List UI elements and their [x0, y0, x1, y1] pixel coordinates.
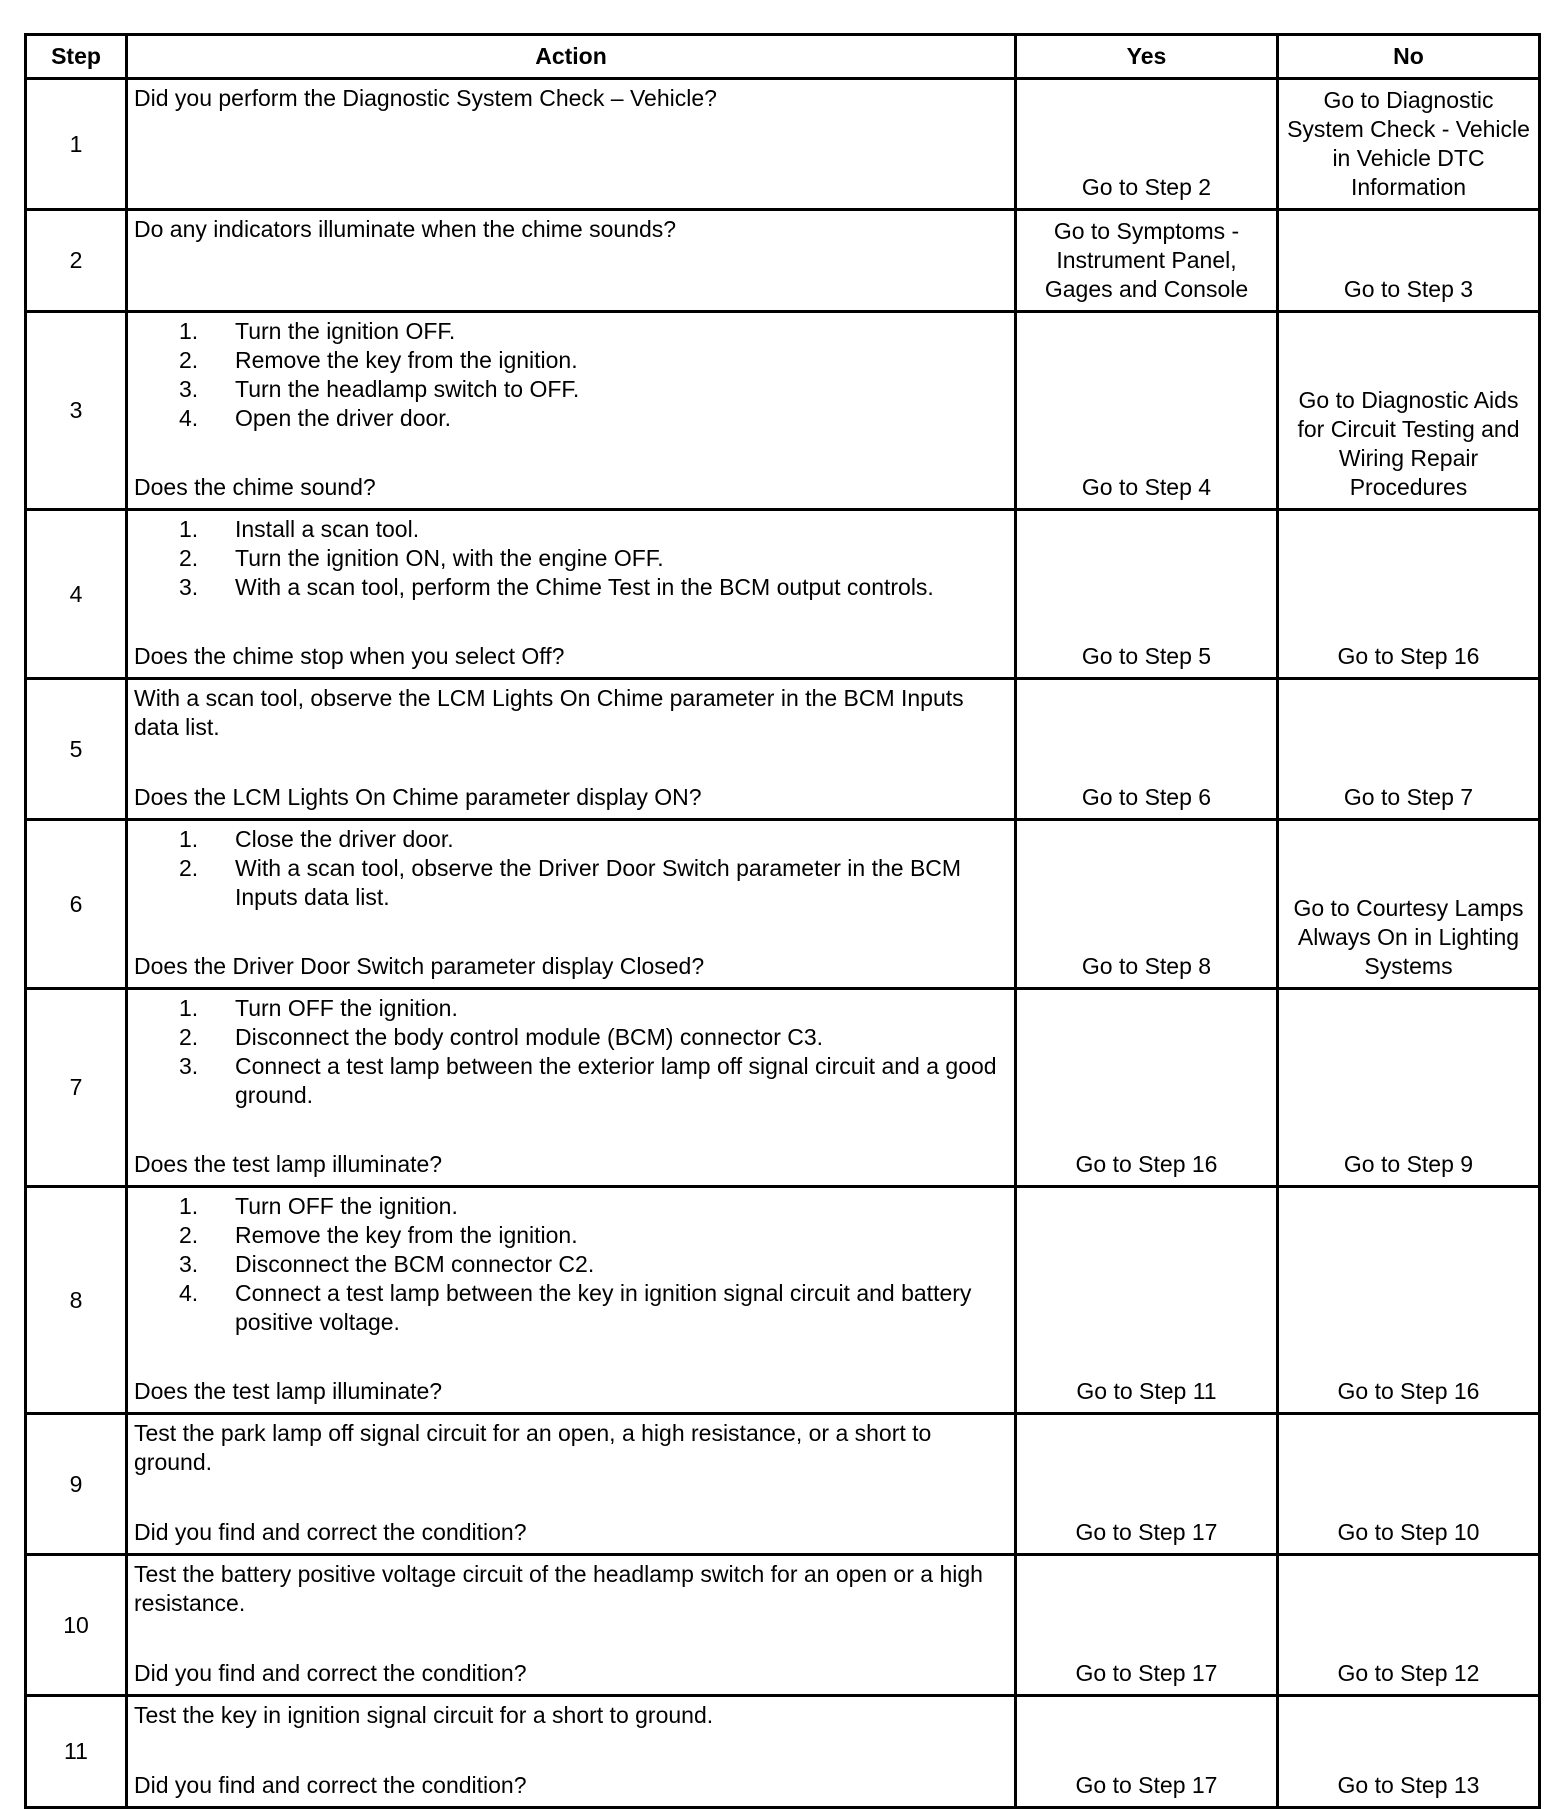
action-step-item: [179, 1279, 1008, 1337]
yes-result: Go to Step 11: [1016, 1187, 1278, 1414]
no-result: Go to Step 13: [1278, 1696, 1540, 1808]
action-step-text: Close the driver door.: [235, 826, 454, 852]
action-cell: [127, 210, 1016, 312]
step-number: 8: [26, 1187, 127, 1414]
action-step-number: 1.: [179, 1193, 199, 1219]
step-number: 4: [26, 510, 127, 679]
action-cell: [127, 679, 1016, 820]
table-row: [26, 312, 1540, 510]
action-step-number: 2.: [179, 347, 199, 373]
action-step-text: Turn OFF the ignition.: [235, 1193, 458, 1219]
action-step-text: Install a scan tool.: [235, 516, 420, 542]
header-row: [26, 35, 1540, 79]
action-steps-list: [134, 515, 1008, 602]
action-text: Did you perform the Diagnostic System Check – Vehicle?: [134, 85, 717, 111]
action-steps-list: [134, 994, 1008, 1110]
action-cell: [127, 989, 1016, 1187]
no-result: Go to Step 16: [1278, 1187, 1540, 1414]
no-result: Go to Step 3: [1278, 210, 1540, 312]
yes-result: Go to Step 17: [1016, 1414, 1278, 1555]
action-step-item: [179, 346, 1008, 375]
action-step-text: Remove the key from the ignition.: [235, 1222, 578, 1248]
action-step-number: 2.: [179, 545, 199, 571]
action-text: Test the key in ignition signal circuit for a short to ground.: [134, 1702, 714, 1728]
action-step-item: [179, 317, 1008, 346]
no-result: Go to Step 10: [1278, 1414, 1540, 1555]
action-cell: [127, 1414, 1016, 1555]
table-row: [26, 1414, 1540, 1555]
action-step-item: [179, 1221, 1008, 1250]
step-number: 7: [26, 989, 127, 1187]
step-number: 3: [26, 312, 127, 510]
action-step-text: Open the driver door.: [235, 405, 452, 431]
action-step-number: 2.: [179, 1024, 199, 1050]
action-step-item: [179, 515, 1008, 544]
action-question: Does the LCM Lights On Chime parameter display ON?: [134, 784, 702, 810]
action-step-text: Turn the ignition ON, with the engine OFF.: [235, 545, 664, 571]
yes-result: Go to Step 17: [1016, 1696, 1278, 1808]
yes-result: Go to Step 16: [1016, 989, 1278, 1187]
table-row: [26, 1696, 1540, 1808]
action-text: Do any indicators illuminate when the chime sounds?: [134, 216, 677, 242]
step-number: 1: [26, 79, 127, 210]
action-question: Did you find and correct the condition?: [134, 1772, 527, 1798]
action-step-item: [179, 1023, 1008, 1052]
action-step-number: 4.: [179, 405, 199, 431]
action-step-text: With a scan tool, perform the Chime Test in the BCM output controls.: [235, 574, 934, 600]
action-step-text: Turn the headlamp switch to OFF.: [235, 376, 580, 402]
action-step-number: 1.: [179, 995, 199, 1021]
step-number: 5: [26, 679, 127, 820]
table-row: [26, 820, 1540, 989]
action-step-number: 2.: [179, 855, 199, 881]
step-number: 6: [26, 820, 127, 989]
yes-result: Go to Step 17: [1016, 1555, 1278, 1696]
table-body: [26, 79, 1540, 1808]
table-row: [26, 79, 1540, 210]
action-step-text: Remove the key from the ignition.: [235, 347, 578, 373]
action-step-item: [179, 404, 1008, 433]
no-result: Go to Courtesy Lamps Always On in Lighting Systems: [1278, 820, 1540, 989]
action-cell: [127, 1555, 1016, 1696]
action-step-number: 3.: [179, 1251, 199, 1277]
action-step-text: Disconnect the body control module (BCM) connector C3.: [235, 1024, 824, 1050]
step-number: 11: [26, 1696, 127, 1808]
header-no: No: [1278, 35, 1540, 79]
action-step-text: Disconnect the BCM connector C2.: [235, 1251, 595, 1277]
action-step-number: 1.: [179, 516, 199, 542]
action-step-item: [179, 1192, 1008, 1221]
action-step-item: [179, 375, 1008, 404]
table-row: [26, 989, 1540, 1187]
action-step-item: [179, 544, 1008, 573]
action-cell: [127, 79, 1016, 210]
action-step-text: Connect a test lamp between the key in ignition signal circuit and battery positive voltage.: [235, 1280, 972, 1335]
table-row: [26, 679, 1540, 820]
no-result: Go to Diagnostic Aids for Circuit Testing and Wiring Repair Procedures: [1278, 312, 1540, 510]
action-question: Did you find and correct the condition?: [134, 1660, 527, 1686]
action-text: Test the park lamp off signal circuit for an open, a high resistance, or a short to ground.: [134, 1420, 932, 1475]
yes-result: Go to Step 5: [1016, 510, 1278, 679]
action-step-text: With a scan tool, observe the Driver Door Switch parameter in the BCM Inputs data list.: [235, 855, 962, 910]
action-cell: [127, 312, 1016, 510]
action-step-number: 1.: [179, 318, 199, 344]
action-step-number: 4.: [179, 1280, 199, 1306]
action-question: Does the test lamp illuminate?: [134, 1151, 443, 1177]
action-step-number: 3.: [179, 376, 199, 402]
action-cell: [127, 1187, 1016, 1414]
header-yes: Yes: [1016, 35, 1278, 79]
table-row: [26, 1555, 1540, 1696]
action-steps-list: [134, 317, 1008, 433]
action-cell: [127, 510, 1016, 679]
action-question: Does the chime sound?: [134, 474, 376, 500]
action-cell: [127, 820, 1016, 989]
action-step-number: 3.: [179, 1053, 199, 1079]
table-row: [26, 510, 1540, 679]
action-step-text: Turn OFF the ignition.: [235, 995, 458, 1021]
action-step-item: [179, 854, 1008, 912]
header-step: Step: [26, 35, 127, 79]
action-step-number: 3.: [179, 574, 199, 600]
action-steps-list: [134, 1192, 1008, 1337]
action-text: Test the battery positive voltage circuit of the headlamp switch for an open or a high resistance.: [134, 1561, 983, 1616]
yes-result: Go to Symptoms - Instrument Panel, Gages and Console: [1016, 210, 1278, 312]
step-number: 2: [26, 210, 127, 312]
no-result: Go to Step 9: [1278, 989, 1540, 1187]
action-text: With a scan tool, observe the LCM Lights On Chime parameter in the BCM Inputs data list.: [134, 685, 964, 740]
no-result: Go to Step 12: [1278, 1555, 1540, 1696]
action-step-item: [179, 994, 1008, 1023]
action-cell: [127, 1696, 1016, 1808]
action-step-number: 2.: [179, 1222, 199, 1248]
yes-result: Go to Step 2: [1016, 79, 1278, 210]
action-step-text: Turn the ignition OFF.: [235, 318, 456, 344]
action-question: Did you find and correct the condition?: [134, 1519, 527, 1545]
no-result: Go to Step 7: [1278, 679, 1540, 820]
action-step-text: Connect a test lamp between the exterior lamp off signal circuit and a good ground.: [235, 1053, 997, 1108]
action-step-item: [179, 1250, 1008, 1279]
table-row: [26, 210, 1540, 312]
action-steps-list: [134, 825, 1008, 912]
action-question: Does the Driver Door Switch parameter display Closed?: [134, 953, 705, 979]
yes-result: Go to Step 8: [1016, 820, 1278, 989]
action-step-item: [179, 1052, 1008, 1110]
action-step-item: [179, 825, 1008, 854]
action-step-item: [179, 573, 1008, 602]
action-step-number: 1.: [179, 826, 199, 852]
no-result: Go to Diagnostic System Check - Vehicle in Vehicle DTC Information: [1278, 79, 1540, 210]
action-question: Does the chime stop when you select Off?: [134, 643, 565, 669]
yes-result: Go to Step 4: [1016, 312, 1278, 510]
no-result: Go to Step 16: [1278, 510, 1540, 679]
step-number: 10: [26, 1555, 127, 1696]
step-number: 9: [26, 1414, 127, 1555]
diagnostic-table: [24, 33, 1541, 1809]
table-row: [26, 1187, 1540, 1414]
yes-result: Go to Step 6: [1016, 679, 1278, 820]
header-action: Action: [127, 35, 1016, 79]
action-question: Does the test lamp illuminate?: [134, 1378, 443, 1404]
